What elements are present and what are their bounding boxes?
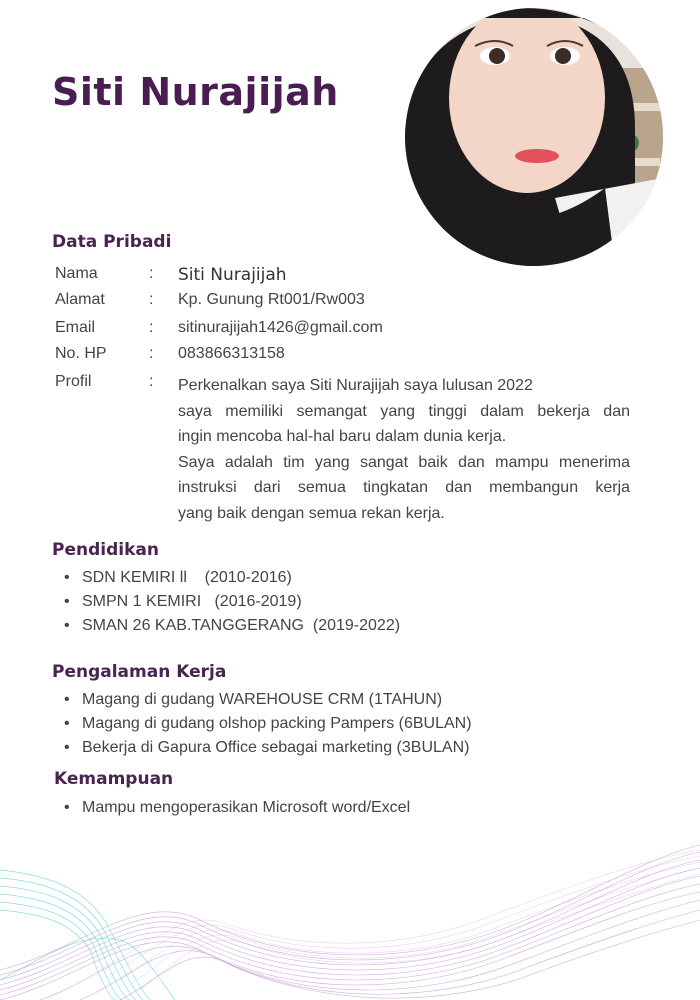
info-value-email: sitinurajijah1426@gmail.com (178, 319, 383, 336)
info-separator: : (149, 345, 154, 362)
info-label: No. HP (55, 345, 107, 362)
profile-line: ingin mencoba hal-hal baru dalam dunia kerja. (178, 428, 507, 445)
experience-item: • Bekerja di Gapura Office sebagai marketing (3BULAN) (62, 736, 472, 760)
education-item: • SMAN 26 KAB.TANGGERANG (2019-2022) (62, 614, 400, 638)
info-value-phone: 083866313158 (178, 345, 285, 362)
profile-line: yang baik dengan semua rekan kerja. (178, 504, 445, 522)
decorative-wave-background (0, 830, 700, 1000)
section-title-data-pribadi: Data Pribadi (52, 232, 172, 252)
section-title-pengalaman-kerja: Pengalaman Kerja (52, 662, 227, 682)
info-separator: : (149, 265, 154, 282)
experience-list (62, 688, 472, 760)
info-value-name: Siti Nurajijah (178, 265, 287, 285)
profile-line: instruksi dari semua tingkatan dan membangun kerja (178, 479, 630, 496)
education-item: • SMPN 1 KEMIRI (2016-2019) (62, 590, 400, 614)
info-label: Email (55, 319, 96, 336)
skill-item: • Mampu mengoperasikan Microsoft word/Excel (62, 796, 410, 820)
profile-line: saya memiliki semangat yang tinggi dalam bekerja dan (178, 402, 630, 420)
info-separator: : (149, 373, 154, 390)
profile-line: Saya adalah tim yang sangat baik dan mampu menerima (178, 453, 630, 471)
profile-line: Perkenalkan saya Siti Nurajijah saya lulusan 2022 (178, 377, 533, 394)
education-list (62, 566, 400, 638)
profile-photo-image (405, 8, 663, 266)
section-title-pendidikan: Pendidikan (52, 540, 159, 560)
section-title-kemampuan: Kemampuan (54, 769, 174, 789)
experience-item: • Magang di gudang olshop packing Pampers (6BULAN) (62, 712, 472, 736)
info-label: Profil (55, 373, 92, 390)
education-item: • SDN KEMIRI ll (2010-2016) (62, 566, 400, 590)
experience-item: • Magang di gudang WAREHOUSE CRM (1TAHUN) (62, 688, 472, 712)
info-separator: : (149, 319, 154, 336)
info-value-address: Kp. Gunung Rt001/Rw003 (178, 291, 365, 308)
profile-photo (405, 8, 663, 266)
resume-name-title: Siti Nurajijah (52, 70, 339, 114)
info-label: Nama (55, 265, 98, 282)
skills-list (62, 796, 410, 820)
info-label: Alamat (55, 291, 105, 308)
profile-summary (178, 373, 630, 526)
info-separator: : (149, 291, 154, 308)
